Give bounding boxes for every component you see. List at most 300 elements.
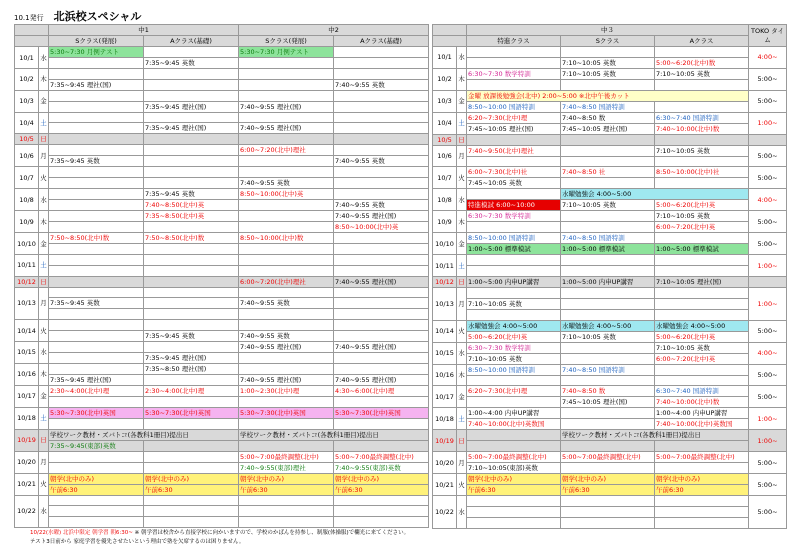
schedule-cell: 1:00~5:00 内申UP講習 [561,276,655,287]
date-cell: 10/4 [433,112,457,134]
schedule-cell: 1:00~5:00 標準模試 [467,244,561,255]
empty-cell [239,156,334,167]
date-cell: 10/3 [433,90,457,112]
empty-cell [49,330,144,341]
schedule-cell: 水曜勉強会 4:00~5:00 [655,320,749,331]
date-cell: 10/10 [15,233,39,255]
weekday-cell: 水 [457,189,467,211]
empty-cell [334,320,429,331]
schedule-cell: 7:40~8:50 国語特訓 [561,101,655,112]
empty-cell [467,441,561,452]
empty-cell [334,330,429,341]
empty-cell [49,145,144,156]
toko-time-cell: 5:00~ [749,386,787,408]
empty-cell [467,79,561,90]
empty-cell [239,244,334,255]
schedule-cell: 水曜勉強会 4:00~5:00 [467,320,561,331]
schedule-row [433,211,787,222]
submission-banner: 学校ワーク教材・ズバトコ(各教科1冊目)提出日 [239,429,429,440]
schedule-cell: 朝学(北中のみ) [239,473,334,484]
toko-time-cell: 5:00~ [749,496,787,528]
empty-cell [49,189,144,200]
schedule-row [433,255,787,266]
empty-cell [49,341,144,352]
schedule-row [15,341,429,352]
page-header [14,8,141,22]
schedule-row [433,474,787,485]
column-header: Sクラス(発展) [239,36,334,47]
empty-cell [49,178,144,189]
empty-cell [144,287,239,298]
footer-notes [30,529,409,547]
empty-cell [49,309,144,320]
schedule-cell: 朝学(北中のみ) [467,474,561,485]
schedule-row [433,342,787,353]
weekday-cell: 土 [39,407,49,429]
schedule-row [433,90,787,101]
schedule-cell: 7:40~9:55 理社(国) [239,123,334,134]
date-cell: 10/8 [433,189,457,211]
schedule-row [433,233,787,244]
schedule-cell: 5:00~7:00最終調整(北中) [467,452,561,463]
empty-cell [334,495,429,506]
schedule-row [433,364,787,375]
empty-cell [239,211,334,222]
schedule-row [433,331,787,342]
schedule-cell: 6:00~7:20(北中)英 [655,222,749,233]
schedule-row [433,156,787,167]
schedule-cell: 7:10~10:05(東部)英数 [467,463,561,474]
schedule-row [15,200,429,211]
empty-cell [144,134,239,145]
schedule-row [433,47,787,58]
schedule-row [15,506,429,517]
empty-cell [144,90,239,101]
weekday-cell: 金 [39,385,49,407]
empty-cell [144,374,239,385]
weekday-cell: 金 [457,386,467,408]
empty-cell [655,134,749,145]
schedule-row [433,386,787,397]
schedule-cell: 朝学(北中のみ) [655,474,749,485]
empty-cell [144,69,239,80]
empty-cell [239,112,334,123]
schedule-cell: 7:40~9:55(東部)英数 [334,462,429,473]
empty-cell [655,506,749,517]
schedule-cell: 午前6:30 [655,485,749,496]
schedule-cell: 6:00~7:20(北中)理社 [239,276,334,287]
schedule-cell: 5:00~7:00最終調整(北中) [655,452,749,463]
empty-cell [144,265,239,276]
schedule-cell: 午前6:30 [561,485,655,496]
empty-cell [561,441,655,452]
empty-cell [334,145,429,156]
date-cell: 10/12 [433,276,457,287]
date-cell: 10/17 [15,385,39,407]
schedule-row [433,408,787,419]
date-cell: 10/16 [433,364,457,386]
weekday-cell: 火 [457,320,467,342]
empty-cell [49,123,144,134]
left-schedule-table [14,24,429,528]
empty-cell [467,496,561,507]
schedule-cell: 5:30~7:30(北中)英国 [334,407,429,418]
empty-cell [239,222,334,233]
submission-banner: 学校ワーク教材・ズバトコ(各教科1冊目)提出日 [561,430,749,441]
weekday-cell: 土 [457,255,467,277]
schedule-cell: 7:40~8:50 社 [561,167,655,178]
date-header-blank-2 [15,36,49,47]
empty-cell [334,69,429,80]
date-cell: 10/18 [15,407,39,429]
empty-cell [655,255,749,266]
schedule-cell: 6:30~7:40 国語特訓 [655,386,749,397]
weekday-cell: 水 [39,495,49,527]
schedule-row [433,463,787,474]
empty-cell [467,397,561,408]
schedule-cell: 5:00~6:20(北中)英 [655,331,749,342]
schedule-cell: 7:10~10:05 英数 [561,57,655,68]
schedule-row [15,134,429,145]
toko-time-cell: 4:00~ [749,189,787,211]
empty-cell [144,418,239,429]
date-cell: 10/17 [433,386,457,408]
footer-note-2: テスト3日前から 家庭学習を優先させたいという理由で塾を欠席するのは困りません。 [30,539,245,545]
empty-cell [467,517,561,528]
empty-cell [49,134,144,145]
weekday-cell: 水 [457,342,467,364]
date-cell: 10/13 [15,287,39,320]
empty-cell [49,244,144,255]
empty-cell [144,309,239,320]
date-cell: 10/22 [15,495,39,527]
empty-cell [239,287,334,298]
schedule-cell: 水曜勉強会 4:00~5:00 [561,320,655,331]
schedule-cell: 7:40~10:00(北中)英数国 [467,419,561,430]
schedule-row [15,276,429,287]
date-cell: 10/3 [15,90,39,112]
empty-cell [239,309,334,320]
date-cell: 10/19 [15,429,39,451]
weekday-cell: 水 [39,341,49,363]
empty-cell [655,287,749,298]
schedule-cell: 7:10~10:05 理社(国) [655,276,749,287]
empty-cell [239,69,334,80]
schedule-cell: 7:35~9:45 英数 [49,156,144,167]
schedule-row [15,90,429,101]
empty-cell [561,145,655,156]
empty-cell [655,517,749,528]
date-cell: 10/19 [433,430,457,452]
empty-cell [561,255,655,266]
schedule-row [15,495,429,506]
schedule-cell: 朝学(北中のみ) [334,473,429,484]
schedule-row [433,167,787,178]
empty-cell [49,69,144,80]
schedule-cell: 7:50~8:50(北中)数 [49,233,144,244]
schedule-cell: 1:00~4:00 内申UP講習 [467,408,561,419]
empty-cell [239,79,334,90]
empty-cell [239,418,334,429]
weekday-cell: 土 [457,112,467,134]
empty-cell [655,364,749,375]
schedule-row [433,506,787,517]
schedule-row [433,496,787,507]
schedule-cell: 7:40~8:50 国語特訓 [561,364,655,375]
date-cell: 10/6 [433,145,457,167]
empty-cell [49,276,144,287]
schedule-row [15,211,429,222]
schedule-cell [467,430,561,441]
schedule-row [15,352,429,363]
toko-time-cell: 5:00~ [749,474,787,496]
weekday-cell: 日 [40,277,47,286]
schedule-cell: 5:30~7:30(北中)英国 [144,407,239,418]
schedule-cell: 7:10~10:05 英数 [655,145,749,156]
toko-time-cell [749,134,787,145]
date-cell: 10/22 [433,496,457,528]
toko-time-cell: 1:00~ [749,408,787,430]
schedule-row [15,244,429,255]
schedule-row [433,485,787,496]
empty-cell [49,254,144,265]
date-cell: 10/4 [15,112,39,134]
schedule-cell: 7:40~9:55 英数 [239,298,334,309]
schedule-row [15,462,429,473]
weekday-cell: 金 [457,233,467,255]
schedule-cell: 7:35~9:45 理社(国) [144,123,239,134]
empty-cell [655,156,749,167]
column-header: 特進クラス [467,36,561,47]
schedule-row [433,397,787,408]
publish-date: 10.1発行 [14,14,44,22]
schedule-cell: 6:30~7:40 国語特訓 [655,112,749,123]
weekday-cell: 金 [39,90,49,112]
toko-header: TOKO タイム [749,25,787,47]
date-cell: 10/6 [15,145,39,167]
empty-cell [49,451,144,462]
empty-cell [239,495,334,506]
empty-cell [49,58,144,69]
schedule-row [433,266,787,277]
empty-cell [561,298,655,309]
empty-cell [144,178,239,189]
schedule-cell: 朝学(北中のみ) [561,474,655,485]
toko-time-cell: 5:00~ [749,167,787,189]
empty-cell [49,418,144,429]
schedule-row [15,473,429,484]
toko-time-cell: 5:00~ [749,233,787,255]
empty-cell [334,101,429,112]
schedule-cell: 7:50~8:50(北中)数 [144,233,239,244]
schedule-cell: 7:40~9:55(東部)理社 [239,462,334,473]
schedule-row [15,330,429,341]
schedule-row [433,189,787,200]
schedule-row [15,396,429,407]
weekday-cell: 月 [457,287,467,320]
date-cell: 10/21 [433,474,457,496]
schedule-cell: 7:35~8:50(北中)英 [144,211,239,222]
schedule-cell: 7:40~10:00(北中)数 [655,397,749,408]
weekday-cell: 水 [39,189,49,211]
grade3-header: 中３ [467,25,749,36]
date-cell: 10/9 [433,211,457,233]
schedule-cell: 7:45~10:05 理社(国) [467,123,561,134]
weekday-cell: 土 [457,408,467,430]
empty-cell [144,156,239,167]
weekday-cell: 日 [457,430,467,452]
empty-cell [561,342,655,353]
schedule-cell: 7:35~9:45(東部)英数 [49,440,144,451]
empty-cell [49,167,144,178]
empty-cell [49,462,144,473]
weekday-cell: 月 [39,145,49,167]
schedule-row [433,375,787,386]
empty-cell [239,134,334,145]
schedule-row [15,309,429,320]
empty-cell [239,363,334,374]
empty-cell [467,57,561,68]
empty-cell [334,352,429,363]
empty-cell [561,156,655,167]
page-title: 北浜校スペシャル [53,10,142,23]
empty-cell [467,134,561,145]
toko-time-cell [749,276,787,287]
schedule-row [15,189,429,200]
weekday-cell: 月 [39,451,49,473]
empty-cell [334,112,429,123]
schedule-cell: 午前6:30 [334,484,429,495]
toko-time-cell: 1:00~ [749,430,787,452]
empty-cell [561,506,655,517]
empty-cell [144,396,239,407]
empty-cell [144,244,239,255]
toko-time-cell: 1:00~ [749,255,787,277]
friday-study-session: 金曜 放課後勉強会(北中) 2:00~5:00 ※北中午後カット [467,90,749,101]
date-cell: 10/9 [15,211,39,233]
empty-cell [239,90,334,101]
date-cell: 10/7 [15,167,39,189]
date-cell: 10/1 [15,47,39,69]
date-cell: 10/20 [433,452,457,474]
schedule-row [15,440,429,451]
schedule-cell: 朝学(北中のみ) [49,473,144,484]
weekday-cell: 金 [457,90,467,112]
empty-cell [49,90,144,101]
weekday-cell: 月 [457,145,467,167]
empty-cell [49,211,144,222]
empty-cell [334,47,429,58]
schedule-row [15,418,429,429]
schedule-cell: 8:50~10:00 国語特訓 [467,233,561,244]
empty-cell [239,167,334,178]
empty-cell [49,112,144,123]
schedule-cell: 2:30~4:00(北中)理 [49,385,144,396]
schedule-cell: 7:35~9:45 英数 [49,298,144,309]
empty-cell [467,266,561,277]
empty-cell [334,265,429,276]
schedule-cell: 6:00~7:20(北中)英 [655,353,749,364]
schedule-row [15,79,429,90]
schedule-cell: 特進模試 6:00~10:00 [467,200,561,211]
schedule-cell: 7:10~10:05 英数 [655,68,749,79]
empty-cell [561,353,655,364]
submission-banner: 学校ワーク教材・ズバトコ(各教科1冊目)提出日 [49,429,239,440]
empty-cell [144,79,239,90]
empty-cell [49,396,144,407]
toko-time-cell: 1:00~ [749,112,787,134]
schedule-row [15,101,429,112]
schedule-cell: 7:40~8:50(北中)英 [144,200,239,211]
date-cell: 10/21 [15,473,39,495]
empty-cell [144,145,239,156]
schedule-row [15,58,429,69]
schedule-row [15,178,429,189]
schedule-cell: 7:40~9:55 理社(国) [334,211,429,222]
empty-cell [144,276,239,287]
toko-time-cell: 5:00~ [749,364,787,386]
schedule-cell: 1:00~4:00 内申UP講習 [655,408,749,419]
schedule-cell: 7:45~10:05 理社(国) [561,123,655,134]
empty-cell [467,375,561,386]
schedule-cell: 5:00~6:20(北中)英 [655,200,749,211]
column-header: Sクラス(発展) [49,36,144,47]
schedule-cell: 7:10~10:05 英数 [655,342,749,353]
date-cell: 10/11 [15,254,39,276]
schedule-row [15,374,429,385]
empty-cell [561,211,655,222]
empty-cell [655,266,749,277]
weekday-cell: 火 [39,473,49,495]
schedule-cell: 7:40~8:50 数 [561,112,655,123]
schedule-row [15,167,429,178]
empty-cell [49,265,144,276]
schedule-cell: 7:40~9:55 理社(国) [334,276,429,287]
schedule-cell: 5:30~7:30 月例テスト [239,47,334,58]
empty-cell [655,178,749,189]
empty-cell [334,309,429,320]
schedule-cell: 7:40~9:55 理社(国) [239,341,334,352]
weekday-cell: 火 [39,320,49,342]
date-header-blank [433,25,467,36]
schedule-cell: 6:20~7:30(北中)理 [467,386,561,397]
schedule-row [433,134,787,145]
empty-cell [334,90,429,101]
schedule-cell: 8:50~10:00(北中)英 [334,222,429,233]
empty-cell [49,200,144,211]
schedule-row [433,112,787,123]
schedule-cell: 5:30~7:30(北中)英国 [239,407,334,418]
schedule-row [15,123,429,134]
weekday-cell: 火 [39,167,49,189]
empty-cell [49,495,144,506]
grade2-header: 中2 [239,25,429,36]
empty-cell [144,298,239,309]
right-schedule-table [432,24,787,529]
weekday-cell: 火 [457,167,467,189]
weekday-cell: 木 [457,364,467,386]
schedule-row [15,222,429,233]
schedule-cell: 1:00~5:00 標準模試 [655,244,749,255]
schedule-cell: 7:35~8:50 理社(国) [144,363,239,374]
weekday-cell: 水 [39,47,49,69]
date-cell: 10/13 [433,287,457,320]
weekday-cell: 木 [39,363,49,385]
schedule-cell: 7:10~10:05 英数 [467,298,561,309]
schedule-cell: 8:50~10:00(北中)社 [655,167,749,178]
schedule-cell: 1:00~2:30(北中)理 [239,385,334,396]
schedule-row [433,276,787,287]
